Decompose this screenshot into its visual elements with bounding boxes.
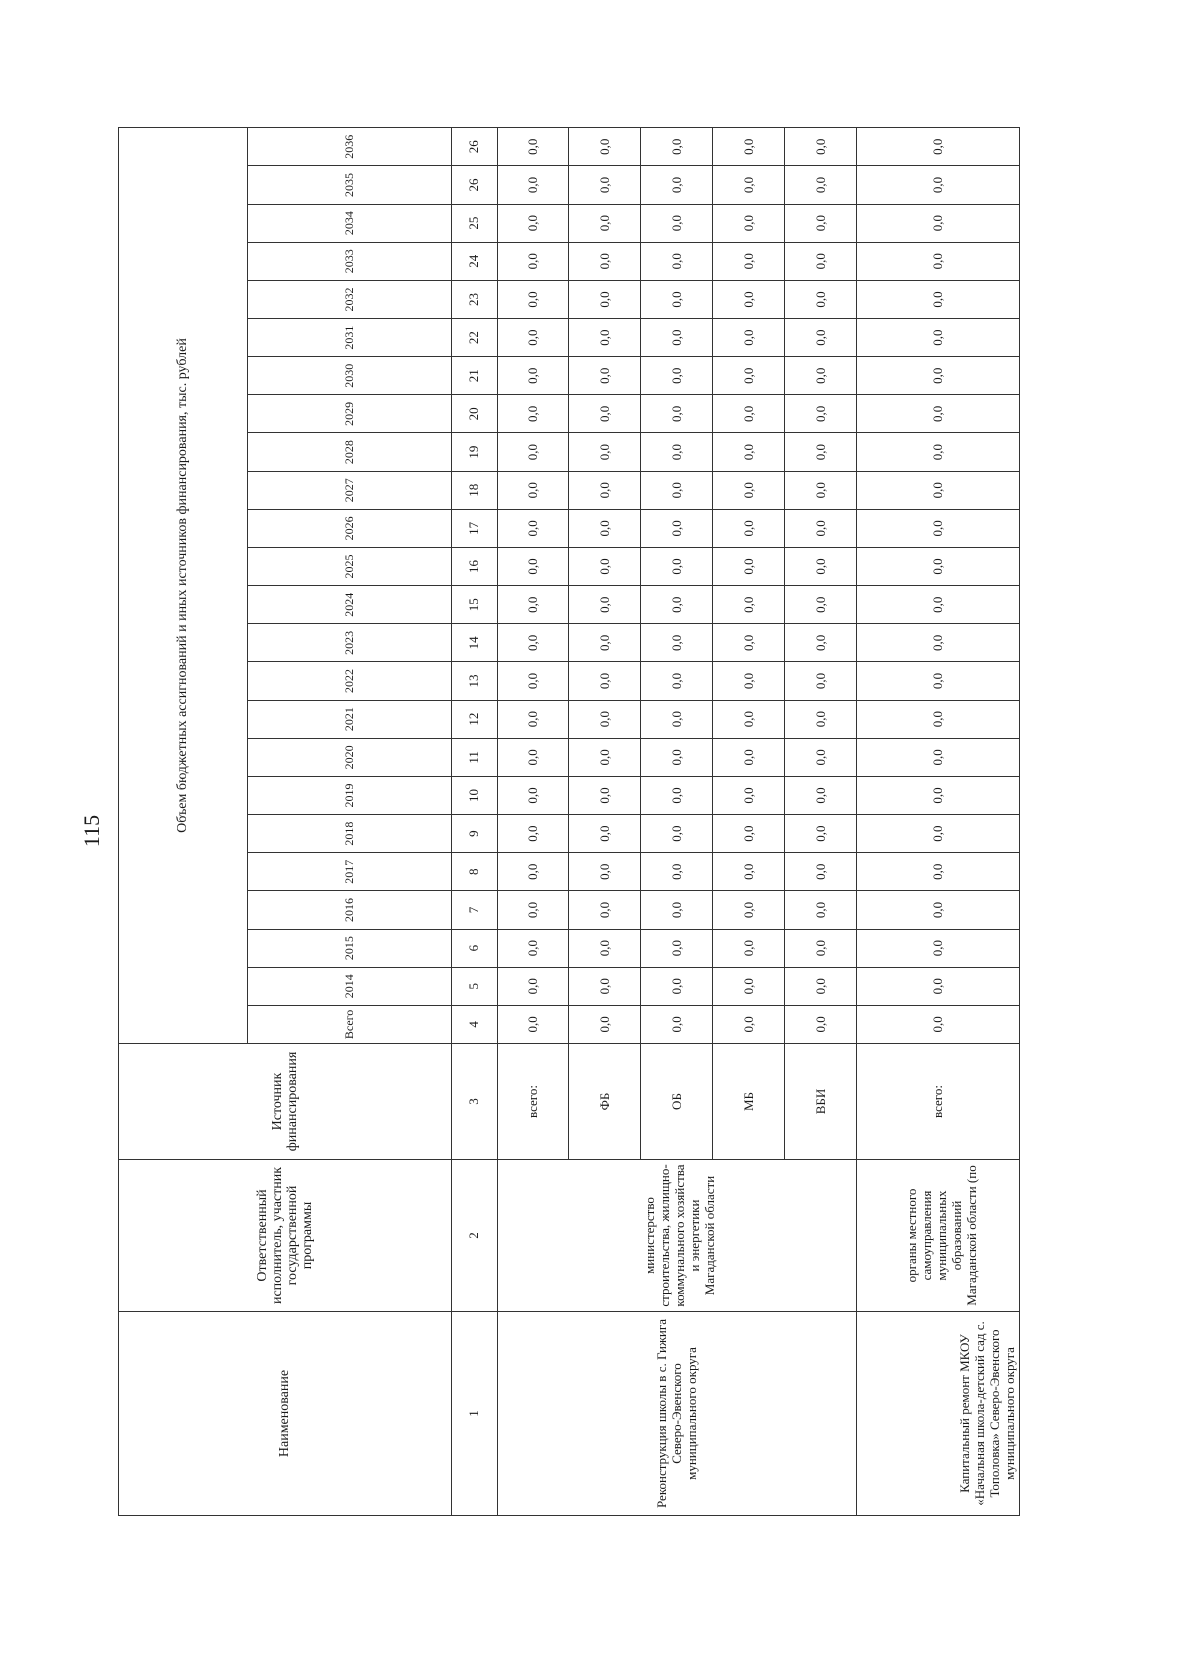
column-number: 3: [452, 1044, 497, 1160]
year-value: 0,0: [713, 662, 785, 700]
year-value: 0,0: [641, 204, 713, 242]
year-value: 0,0: [497, 357, 569, 395]
year-value: 0,0: [713, 395, 785, 433]
funding-source: всего:: [857, 1044, 1020, 1160]
year-value: 0,0: [569, 127, 641, 165]
year-value: 0,0: [857, 166, 1020, 204]
year-value: 0,0: [713, 815, 785, 853]
header-year-2027: 2027: [247, 471, 451, 509]
header-year-2024: 2024: [247, 586, 451, 624]
year-value: 0,0: [641, 127, 713, 165]
year-value: 0,0: [569, 547, 641, 585]
year-value: 0,0: [785, 471, 857, 509]
year-value: 0,0: [641, 776, 713, 814]
year-value: 0,0: [785, 586, 857, 624]
year-value: 0,0: [713, 127, 785, 165]
year-value: 0,0: [857, 280, 1020, 318]
year-value: 0,0: [641, 280, 713, 318]
table-row: [497, 127, 569, 1515]
column-number: 12: [452, 700, 497, 738]
year-value: 0,0: [785, 815, 857, 853]
header-volume: Объем бюджетных ассигнований и иных источников финансирования, тыс. рублей: [119, 127, 248, 1043]
column-number: 5: [452, 967, 497, 1005]
header-year-2018: 2018: [247, 815, 451, 853]
year-value: 0,0: [497, 738, 569, 776]
header-total: Всего: [247, 1005, 451, 1043]
year-value: 0,0: [857, 815, 1020, 853]
header-year-2022: 2022: [247, 662, 451, 700]
year-value: 0,0: [641, 471, 713, 509]
column-number: 23: [452, 280, 497, 318]
year-value: 0,0: [857, 242, 1020, 280]
header-year-2026: 2026: [247, 509, 451, 547]
year-value: 0,0: [785, 929, 857, 967]
year-value: 0,0: [497, 624, 569, 662]
column-number: 20: [452, 395, 497, 433]
funding-source: ОБ: [641, 1044, 713, 1160]
header-year-2032: 2032: [247, 280, 451, 318]
year-value: 0,0: [569, 357, 641, 395]
column-number-row: [452, 127, 497, 1515]
item-executor: министерство строительства, жилищно-коммунального хозяйства и энергетики Магаданской области: [497, 1160, 857, 1312]
year-value: 0,0: [785, 776, 857, 814]
year-value: 0,0: [785, 166, 857, 204]
total-value: 0,0: [497, 1005, 569, 1043]
year-value: 0,0: [497, 547, 569, 585]
year-value: 0,0: [641, 700, 713, 738]
year-value: 0,0: [641, 624, 713, 662]
year-value: 0,0: [785, 204, 857, 242]
year-value: 0,0: [785, 357, 857, 395]
year-value: 0,0: [641, 929, 713, 967]
year-value: 0,0: [713, 967, 785, 1005]
year-value: 0,0: [497, 815, 569, 853]
header-year-2017: 2017: [247, 853, 451, 891]
header-year-2021: 2021: [247, 700, 451, 738]
header-year-2034: 2034: [247, 204, 451, 242]
year-value: 0,0: [713, 166, 785, 204]
year-value: 0,0: [713, 624, 785, 662]
column-number: 18: [452, 471, 497, 509]
rotated-table-container: [118, 128, 1020, 1516]
year-value: 0,0: [641, 242, 713, 280]
column-number: 4: [452, 1005, 497, 1043]
column-number: 7: [452, 891, 497, 929]
column-number: 26: [452, 127, 497, 165]
funding-source: ФБ: [569, 1044, 641, 1160]
year-value: 0,0: [569, 891, 641, 929]
header-year-2019: 2019: [247, 776, 451, 814]
year-value: 0,0: [641, 395, 713, 433]
year-value: 0,0: [569, 700, 641, 738]
year-value: 0,0: [497, 280, 569, 318]
year-value: 0,0: [785, 700, 857, 738]
year-value: 0,0: [497, 891, 569, 929]
year-value: 0,0: [857, 738, 1020, 776]
column-number: 10: [452, 776, 497, 814]
year-value: 0,0: [857, 586, 1020, 624]
header-year-2025: 2025: [247, 547, 451, 585]
column-number: 26: [452, 166, 497, 204]
column-number: 21: [452, 357, 497, 395]
year-value: 0,0: [785, 662, 857, 700]
column-number: 1: [452, 1312, 497, 1516]
item-executor: органы местного самоуправления муниципальных образований Магаданской области (по: [857, 1160, 1020, 1312]
year-value: 0,0: [641, 891, 713, 929]
year-value: 0,0: [569, 586, 641, 624]
year-value: 0,0: [785, 127, 857, 165]
column-number: 24: [452, 242, 497, 280]
year-value: 0,0: [497, 586, 569, 624]
year-value: 0,0: [641, 547, 713, 585]
year-value: 0,0: [497, 166, 569, 204]
year-value: 0,0: [569, 662, 641, 700]
year-value: 0,0: [857, 357, 1020, 395]
header-year-2035: 2035: [247, 166, 451, 204]
year-value: 0,0: [497, 700, 569, 738]
year-value: 0,0: [785, 242, 857, 280]
year-value: 0,0: [569, 624, 641, 662]
year-value: 0,0: [569, 471, 641, 509]
year-value: 0,0: [641, 166, 713, 204]
column-number: 19: [452, 433, 497, 471]
year-value: 0,0: [857, 547, 1020, 585]
year-value: 0,0: [857, 776, 1020, 814]
year-value: 0,0: [785, 319, 857, 357]
year-value: 0,0: [785, 738, 857, 776]
funding-source: всего:: [497, 1044, 569, 1160]
total-value: 0,0: [785, 1005, 857, 1043]
year-value: 0,0: [569, 776, 641, 814]
year-value: 0,0: [569, 929, 641, 967]
funding-source: МБ: [713, 1044, 785, 1160]
year-value: 0,0: [785, 967, 857, 1005]
column-number: 15: [452, 586, 497, 624]
header-source: Источник финансирования: [119, 1044, 452, 1160]
year-value: 0,0: [641, 319, 713, 357]
header-year-2023: 2023: [247, 624, 451, 662]
budget-allocation-table: [118, 127, 1020, 1516]
header-year-2014: 2014: [247, 967, 451, 1005]
header-row-1: [119, 127, 248, 1515]
year-value: 0,0: [857, 204, 1020, 242]
year-value: 0,0: [641, 586, 713, 624]
year-value: 0,0: [641, 433, 713, 471]
year-value: 0,0: [713, 738, 785, 776]
year-value: 0,0: [857, 471, 1020, 509]
year-value: 0,0: [713, 586, 785, 624]
year-value: 0,0: [641, 853, 713, 891]
year-value: 0,0: [641, 815, 713, 853]
year-value: 0,0: [713, 280, 785, 318]
year-value: 0,0: [569, 395, 641, 433]
year-value: 0,0: [641, 357, 713, 395]
column-number: 22: [452, 319, 497, 357]
year-value: 0,0: [497, 433, 569, 471]
year-value: 0,0: [785, 433, 857, 471]
year-value: 0,0: [857, 319, 1020, 357]
year-value: 0,0: [569, 433, 641, 471]
column-number: 6: [452, 929, 497, 967]
year-value: 0,0: [497, 929, 569, 967]
year-value: 0,0: [497, 662, 569, 700]
year-value: 0,0: [857, 853, 1020, 891]
year-value: 0,0: [569, 738, 641, 776]
year-value: 0,0: [857, 967, 1020, 1005]
year-value: 0,0: [785, 853, 857, 891]
year-value: 0,0: [713, 357, 785, 395]
year-value: 0,0: [497, 242, 569, 280]
year-value: 0,0: [497, 127, 569, 165]
total-value: 0,0: [713, 1005, 785, 1043]
year-value: 0,0: [713, 776, 785, 814]
year-value: 0,0: [641, 509, 713, 547]
column-number: 9: [452, 815, 497, 853]
year-value: 0,0: [713, 547, 785, 585]
year-value: 0,0: [497, 967, 569, 1005]
column-number: 16: [452, 547, 497, 585]
year-value: 0,0: [857, 395, 1020, 433]
year-value: 0,0: [713, 242, 785, 280]
header-name: Наименование: [119, 1312, 452, 1516]
total-value: 0,0: [569, 1005, 641, 1043]
header-year-2030: 2030: [247, 357, 451, 395]
year-value: 0,0: [569, 509, 641, 547]
year-value: 0,0: [713, 433, 785, 471]
year-value: 0,0: [569, 853, 641, 891]
header-year-2033: 2033: [247, 242, 451, 280]
year-value: 0,0: [857, 433, 1020, 471]
year-value: 0,0: [641, 967, 713, 1005]
header-year-2029: 2029: [247, 395, 451, 433]
year-value: 0,0: [569, 815, 641, 853]
year-value: 0,0: [857, 509, 1020, 547]
column-number: 8: [452, 853, 497, 891]
year-value: 0,0: [713, 204, 785, 242]
year-value: 0,0: [497, 509, 569, 547]
column-number: 11: [452, 738, 497, 776]
header-year-2020: 2020: [247, 738, 451, 776]
year-value: 0,0: [857, 662, 1020, 700]
funding-source: ВБИ: [785, 1044, 857, 1160]
item-name: Капитальный ремонт МКОУ «Начальная школа-детский сад с. Тополовка» Северо-Эвенского муниципального округа: [857, 1312, 1020, 1516]
year-value: 0,0: [857, 127, 1020, 165]
year-value: 0,0: [713, 471, 785, 509]
year-value: 0,0: [857, 891, 1020, 929]
year-value: 0,0: [857, 929, 1020, 967]
header-year-2028: 2028: [247, 433, 451, 471]
year-value: 0,0: [497, 319, 569, 357]
year-value: 0,0: [785, 509, 857, 547]
year-value: 0,0: [569, 242, 641, 280]
header-executor: Ответственный исполнитель, участник государственной программы: [119, 1160, 452, 1312]
year-value: 0,0: [569, 967, 641, 1005]
year-value: 0,0: [785, 280, 857, 318]
year-value: 0,0: [569, 204, 641, 242]
column-number: 13: [452, 662, 497, 700]
header-year-2015: 2015: [247, 929, 451, 967]
year-value: 0,0: [857, 624, 1020, 662]
year-value: 0,0: [713, 700, 785, 738]
header-year-2036: 2036: [247, 127, 451, 165]
header-year-2031: 2031: [247, 319, 451, 357]
table-row: [857, 127, 1020, 1515]
year-value: 0,0: [497, 853, 569, 891]
year-value: 0,0: [641, 738, 713, 776]
year-value: 0,0: [713, 509, 785, 547]
year-value: 0,0: [497, 776, 569, 814]
year-value: 0,0: [569, 319, 641, 357]
year-value: 0,0: [785, 891, 857, 929]
item-name: Реконструкция школы в с. Гижига Северо-Эвенского муниципального округа: [497, 1312, 857, 1516]
total-value: 0,0: [857, 1005, 1020, 1043]
year-value: 0,0: [497, 471, 569, 509]
year-value: 0,0: [785, 547, 857, 585]
year-value: 0,0: [785, 624, 857, 662]
year-value: 0,0: [569, 280, 641, 318]
year-value: 0,0: [497, 395, 569, 433]
total-value: 0,0: [641, 1005, 713, 1043]
column-number: 17: [452, 509, 497, 547]
year-value: 0,0: [713, 853, 785, 891]
year-value: 0,0: [857, 700, 1020, 738]
year-value: 0,0: [641, 662, 713, 700]
year-value: 0,0: [713, 929, 785, 967]
column-number: 25: [452, 204, 497, 242]
page-number: 115: [79, 814, 104, 848]
header-year-2016: 2016: [247, 891, 451, 929]
year-value: 0,0: [713, 319, 785, 357]
year-value: 0,0: [785, 395, 857, 433]
year-value: 0,0: [713, 891, 785, 929]
column-number: 14: [452, 624, 497, 662]
year-value: 0,0: [569, 166, 641, 204]
year-value: 0,0: [497, 204, 569, 242]
column-number: 2: [452, 1160, 497, 1312]
